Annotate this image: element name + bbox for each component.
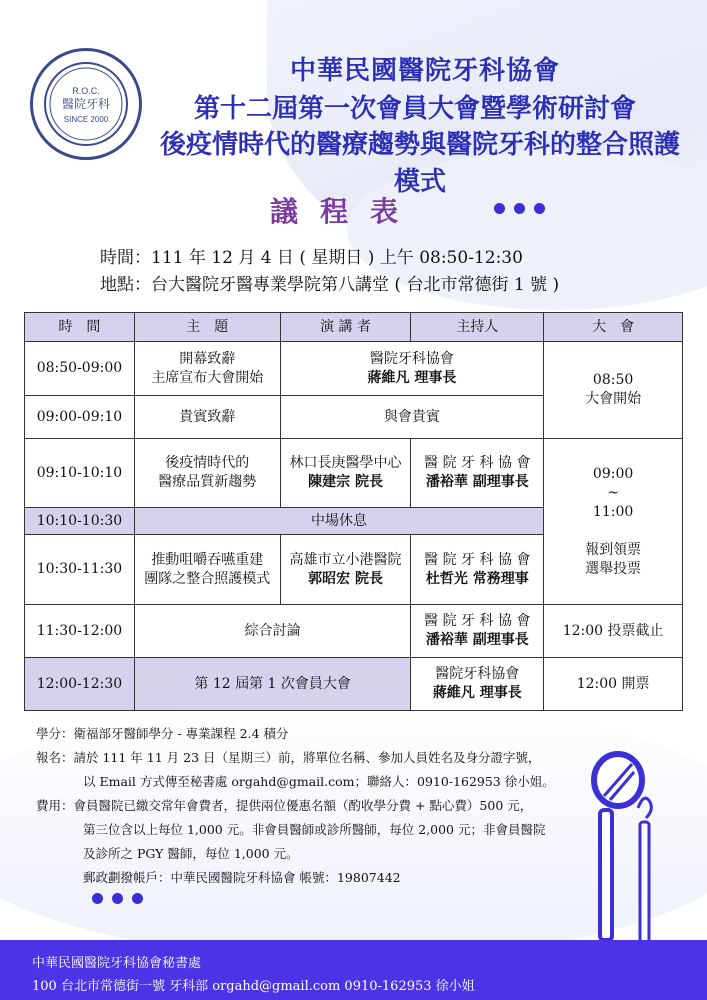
notes-section	[36, 722, 596, 890]
meeting-spacer	[547, 522, 679, 541]
meeting-line: 報到領票	[585, 541, 642, 558]
agenda-table	[24, 312, 683, 711]
row-topic: 中場休息	[134, 508, 543, 535]
person-line: 杜哲光 常務理事	[425, 570, 529, 587]
topic-line: 推動咀嚼吞嚥重建	[151, 551, 264, 568]
meeting-registration-cell	[544, 439, 683, 605]
event-place: 地點：台大醫院牙醫專業學院第八講堂 ( 台北市常德街 1 號 )	[100, 275, 560, 295]
org-line: 醫 院 牙 科 協 會	[424, 551, 531, 568]
topic-line: 醫療品質新趨勢	[158, 474, 257, 490]
postal-account: 郵政劃撥帳戶：中華民國醫院牙科協會 帳號：19807442	[83, 870, 401, 885]
org-line: 高雄市立小港醫院	[289, 551, 402, 568]
header-meeting: 大 會	[544, 313, 683, 342]
svg-text:醫院牙科: 醫院牙科	[61, 97, 111, 111]
meeting-line: 08:50	[592, 372, 634, 388]
row-host	[411, 535, 544, 605]
row-meeting: 12:00 投票截止	[544, 605, 683, 658]
org-line: 醫 院 牙 科 協 會	[424, 613, 531, 629]
row-time: 10:30-11:30	[25, 535, 135, 605]
meeting-line: 大會開始	[585, 391, 642, 407]
row-speaker-host: 與會貴賓	[280, 396, 544, 439]
header-speaker: 演 講 者	[280, 313, 411, 342]
row-topic: 第 12 屆第 1 次會員大會	[134, 658, 411, 711]
person-line: 潘裕華 副理事長	[425, 632, 529, 648]
fee-note: 費用：會員醫院已繳交常年會費者，提供兩位優惠名額（酌收學分費 + 點心費）500 元，	[36, 798, 533, 813]
seal-emblem	[46, 64, 126, 144]
dots-decoration-bottom	[92, 893, 143, 904]
row-host	[411, 605, 544, 658]
row-topic	[134, 535, 280, 605]
seal-inner-ring	[44, 62, 128, 146]
dot	[534, 203, 545, 214]
row-topic: 貴賓致辭	[134, 396, 280, 439]
fee-note-cont: 及診所之 PGY 醫師，每位 1,000 元。	[83, 846, 299, 861]
dot	[494, 203, 505, 214]
dental-mirror-icon	[586, 748, 656, 948]
topic-line: 團隊之整合照護模式	[144, 570, 271, 587]
event-subtitle: 後疫情時代的醫療趨勢與醫院牙科的整合照護模式	[159, 130, 680, 197]
row-topic	[134, 342, 280, 396]
person-line: 郭昭宏 院長	[308, 570, 383, 587]
dot	[112, 893, 123, 904]
org-line: 醫院牙科協會	[369, 350, 454, 367]
row-time: 08:50-09:00	[25, 342, 135, 396]
row-time: 10:10-10:30	[25, 508, 135, 535]
row-meeting: 12:00 開票	[544, 658, 683, 711]
association-name: 中華民國醫院牙科協會	[289, 56, 560, 86]
meeting-line: 11:00	[592, 503, 634, 520]
meeting-line: ~	[607, 484, 619, 501]
person-line: 潘裕華 副理事長	[425, 474, 529, 490]
row-time: 09:10-10:10	[25, 439, 135, 508]
topic-line: 開幕致辭	[179, 350, 236, 367]
meeting-opening-cell	[544, 342, 683, 439]
event-time: 時間：111 年 12 月 4 日 ( 星期日 ) 上午 08:50-12:30	[100, 248, 523, 268]
footer-secretariat: 中華民國醫院牙科協會秘書處	[32, 956, 202, 971]
svg-text:SINCE 2000: SINCE 2000	[63, 115, 109, 124]
table-row	[25, 605, 683, 658]
person-line: 陳建宗 院長	[308, 474, 383, 490]
table-row	[25, 342, 683, 396]
row-speaker	[280, 535, 411, 605]
topic-line: 主席宣布大會開始	[151, 369, 264, 386]
org-line: 醫 院 牙 科 協 會	[424, 455, 531, 471]
meeting-line: 09:00	[592, 465, 634, 482]
person-line: 蔣維凡 理事長	[432, 685, 522, 701]
row-time: 11:30-12:00	[25, 605, 135, 658]
association-seal-logo	[30, 48, 142, 160]
event-title: 第十二屆第一次會員大會暨學術研討會	[193, 94, 636, 124]
row-time: 09:00-09:10	[25, 396, 135, 439]
row-speaker	[280, 439, 411, 508]
table-row	[25, 439, 683, 508]
row-host	[411, 439, 544, 508]
table-row	[25, 658, 683, 711]
org-line: 醫院牙科協會	[435, 666, 520, 682]
topic-line: 後疫情時代的	[165, 455, 250, 471]
table-header-row	[25, 313, 683, 342]
row-topic	[134, 439, 280, 508]
registration-note-cont: 以 Email 方式傳至秘書處 orgahd@gmail.com；聯絡人：0910-162953 徐小姐。	[83, 774, 555, 789]
dot	[514, 203, 525, 214]
row-speaker-host	[280, 342, 544, 396]
header-time: 時 間	[25, 313, 135, 342]
row-host	[411, 658, 544, 711]
dots-decoration-top	[494, 203, 545, 214]
svg-text:R.O.C.: R.O.C.	[72, 86, 100, 96]
fee-note-cont: 第三位含以上每位 1,000 元。非會員醫師或診所醫師，每位 2,000 元；非會員醫院	[83, 822, 546, 837]
person-line: 蔣維凡 理事長	[367, 369, 457, 386]
header-host: 主持人	[411, 313, 544, 342]
registration-note: 報名：請於 111 年 11 月 23 日（星期三）前，將單位名稱、參加人員姓名及身分證字號，	[36, 750, 541, 765]
credit-note: 學分：衛福部牙醫師學分 - 專業課程 2.4 積分	[36, 726, 289, 741]
dot	[92, 893, 103, 904]
row-time: 12:00-12:30	[25, 658, 135, 711]
footer-contact: 100 台北市常德街一號 牙科部 orgahd@gmail.com 0910-162953 徐小姐	[32, 979, 475, 994]
meeting-line: 選舉投票	[585, 560, 642, 577]
row-topic: 綜合討論	[134, 605, 411, 658]
dot	[132, 893, 143, 904]
org-line: 林口長庚醫學中心	[289, 455, 402, 471]
header-topic: 主 題	[134, 313, 280, 342]
agenda-heading: 議程表	[270, 195, 421, 228]
